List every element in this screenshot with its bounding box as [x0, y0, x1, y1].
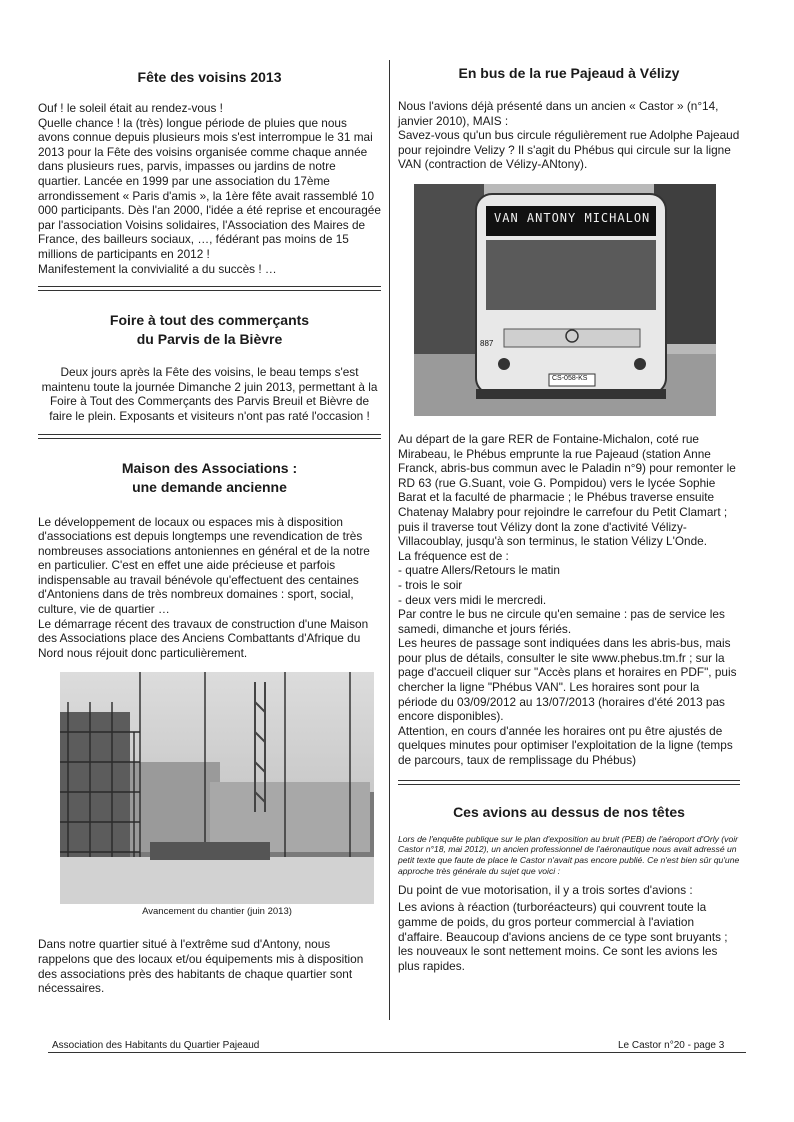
right-column — [398, 60, 740, 973]
column-divider — [389, 60, 390, 1020]
frequency-list — [398, 563, 740, 607]
frequency-item: - deux vers midi le mercredi. — [398, 592, 547, 607]
avions-title: Ces avions au dessus de nos têtes — [453, 803, 685, 820]
bus-intro-2: Savez-vous qu'un bus circule régulièrement rue Adolphe Pajeaud pour rejoindre Velizy ? Il s'agit du Phébus qui circule sur la ligne VAN (contraction de Vélizy-ANtony). — [398, 128, 740, 172]
foire-title-line-2: du Parvis de la Bièvre — [136, 331, 283, 348]
frequency-item: - trois le soir — [398, 577, 463, 592]
bus-licence-plate: CS-058-KS — [552, 374, 588, 382]
construction-site-photo — [60, 672, 374, 904]
bus-para-2: Par contre le bus ne circule qu'en semaine : pas de service les samedi, dimanche et jours fériés. — [398, 607, 725, 636]
bus-fleet-number: 887 — [480, 338, 494, 348]
bus-intro-1: Nous l'avions déjà présenté dans un ancien « Castor » (n°14, janvier 2010), MAIS : — [398, 99, 719, 128]
fete-voisins-para-1: Ouf ! le soleil était au rendez-vous ! — [38, 101, 223, 115]
fete-voisins-para-2: Quelle chance ! la (très) longue période de pluies que nous avons connue depuis plusieurs mois s'est interrompue le 31 mai 2013 pour la Fête des voisins organisée comme chaque année dans plusieurs rues, parvis, impasses ou jardins de notre quartier. Lancée en 1999 par une association du 17ème arrondissement « Paris d'amis », la 1ère fête avait rassemblé 10 000 participants. Dès l'an 2000, l'idée a été reprise et encouragée par l'association Voisins solidaires, l'Association des Maires de France, des bailleurs sociaux, …, fédérant pas moins de 15 millions de participants en 2012 ! — [38, 115, 381, 261]
fete-voisins-title: Fête des voisins 2013 — [137, 69, 282, 85]
bus-photo — [414, 184, 716, 416]
frequency-title: La fréquence est de : — [398, 548, 509, 563]
maison-para-1: Le développement de locaux ou espaces mis à disposition d'associations est depuis longtemps une revendication de très nombreuses associations antoniennes en général et de la notre en particulier. C'est en effet une aide précieuse et parfois indispensable au travail bénévole qu'effectuent des centaines d'Antoniens dans de très nombreux domaines : sport, social, culture, vie de quartier … — [38, 514, 370, 617]
bus-para-4: Attention, en cours d'année les horaires ont pu être ajustés de quelques minutes pour optimiser l'exploitation de la ligne (temps de parcours, taux de remplissage du Phébus) — [398, 723, 733, 768]
maison-title-line-1: Maison des Associations : — [121, 459, 298, 476]
frequency-item: - quatre Allers/Retours le matin — [398, 563, 560, 578]
maison-title-line-2: une demande ancienne — [132, 478, 287, 495]
avions-para-1: Du point de vue motorisation, il y a trois sortes d'avions : — [398, 882, 693, 897]
bus-title: En bus de la rue Pajeaud à Vélizy — [458, 65, 680, 81]
bus-para-3: Les heures de passage sont indiquées dans les abris-bus, mais pour plus de détails, consulter le site www.phebus.tm.fr ; sur la page d'accueil cliquer sur "Accès plans et horaires en PDF", puis chercher la ligne "Phébus VAN". Les horaires sont pour la période du 03/09/2012 au 13/07/2013 (horaires d'été 2013 pas encore disponibles). — [398, 636, 737, 724]
footer-page-number: Le Castor n°20 - page 3 — [618, 1040, 725, 1051]
foire-title-line-1: Foire à tout des commerçants — [109, 312, 310, 329]
bus-para-1: Au départ de la gare RER de Fontaine-Michalon, coté rue Mirabeau, le Phébus emprunte la rue Pajeaud (station Anne Franck, abris-bus commun avec le Paladin n°9) pour remonter le RD 63 (rue G.Suant, voie G. Pompidou) vers le lycée Sophie Barat et la faculté de pharmacie ; le Phébus traverse ensuite Chatenay Malabry pour rejoindre le carrefour du Petit Clamart ; puis il traverse tout Vélizy dont la zone d'activité Vélizy-Villacoublay, jusqu'à son terminus, le station Vélizy L'Onde. — [398, 431, 736, 549]
foire-para: Deux jours après la Fête des voisins, le beau temps s'est maintenu toute la journée Dimanche 2 juin 2013, permettant à la Foire à Tout des Commerçants des Parvis Breuil et Bièvre de faire le plein. Exposants et visiteurs n'ont pas raté l'occasion ! — [41, 365, 378, 423]
avions-para-2: Les avions à réaction (turboréacteurs) qui couvrent toute la gamme de poids, du gros porteur commercial à l'aviation d'affaire. Beaucoup d'avions anciens de ce type sont bruyants ; les nouveaux le sont nettement moins. Ce sont les avions les plus rapides. — [398, 900, 728, 973]
fete-voisins-para-3: Manifestement la convivialité a du succès ! … — [38, 261, 277, 276]
photo-caption: Avancement du chantier (juin 2013) — [142, 906, 292, 918]
construction-site-image — [60, 672, 374, 904]
left-column — [38, 60, 381, 996]
bus-destination-sign: VAN ANTONY MICHALON — [494, 210, 651, 225]
footer-association: Association des Habitants du Quartier Pajeaud — [52, 1040, 260, 1051]
footer-rule — [48, 1052, 746, 1053]
maison-para-2: Le démarrage récent des travaux de construction d'une Maison des Associations place des Anciens Combattants d'Afrique du Nord nous réjouit donc particulièrement. — [38, 616, 369, 660]
avions-intro-italic: Lors de l'enquête publique sur le plan d'exposition au bruit (PEB) de l'aéroport d'Orly (voir Castor n°18, mai 2012), un ancien professionnel de l'aéronautique nous avait adressé un petit texte que faute de place le Castor n'avait pas encore publié. Ce n'est bien sûr qu'une approche très générale du sujet que voici : — [398, 833, 740, 877]
maison-para-3: Dans notre quartier situé à l'extrême sud d'Antony, nous rappelons que des locaux et/ou équipements mis à disposition des associations près des habitants de chaque quartier sont nécessaires. — [38, 937, 364, 996]
